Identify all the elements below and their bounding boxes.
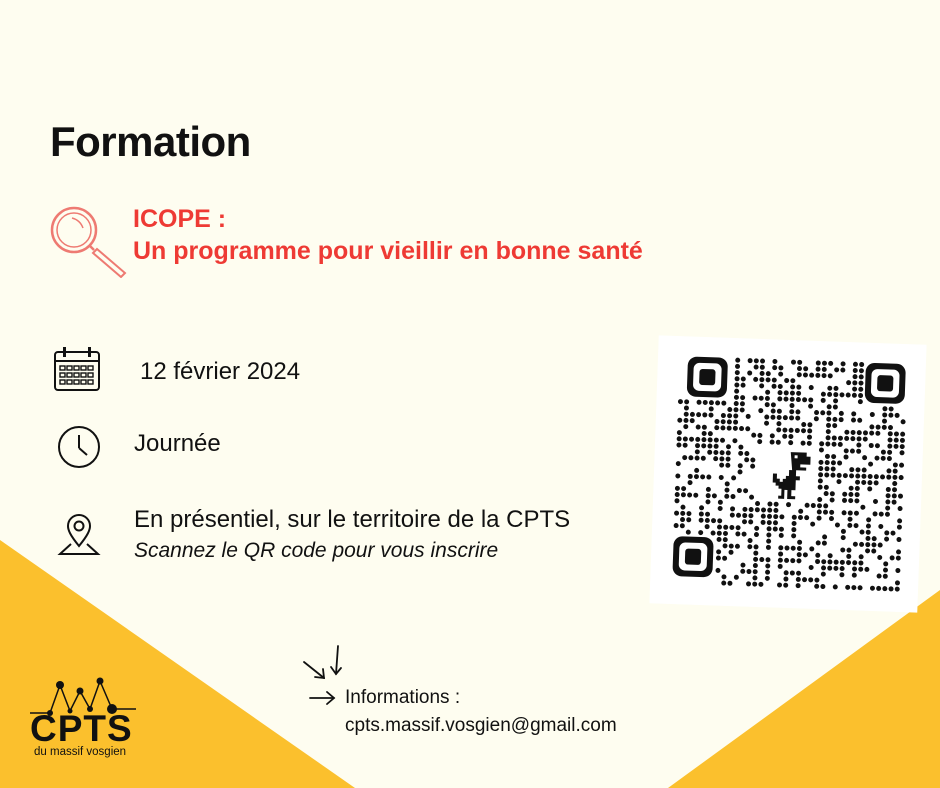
qr-finder-top-right (865, 363, 906, 404)
page-title: Formation (50, 118, 251, 165)
logo-subtitle: du massif vosgien (34, 746, 127, 758)
event-date: 12 février 2024 (140, 358, 301, 385)
registration-instruction: Scannez le QR code pour vous inscrire (134, 539, 499, 562)
event-duration: Journée (134, 430, 221, 457)
magnifier-icon (46, 200, 128, 278)
location-pin-icon (56, 512, 102, 558)
event-location: En présentiel, sur le territoire de la CPTS (134, 506, 571, 533)
qr-finder-top-left (687, 356, 728, 397)
topic-subtitle: Un programme pour vieillir en bonne santé (133, 237, 643, 265)
registration-qr-code[interactable] (649, 335, 926, 612)
calendar-icon (53, 346, 101, 392)
topic-title: ICOPE : (133, 205, 227, 233)
contact-email[interactable]: cpts.massif.vosgien@gmail.com (345, 715, 617, 736)
qr-code-pattern (649, 335, 926, 612)
logo-name: CPTS (30, 708, 133, 749)
dinosaur-icon (761, 447, 813, 500)
contact-info (345, 684, 617, 740)
qr-finder-bottom-left (672, 536, 713, 577)
clock-icon (56, 424, 102, 470)
contact-label: Informations : (345, 687, 461, 708)
training-topic (133, 203, 643, 267)
